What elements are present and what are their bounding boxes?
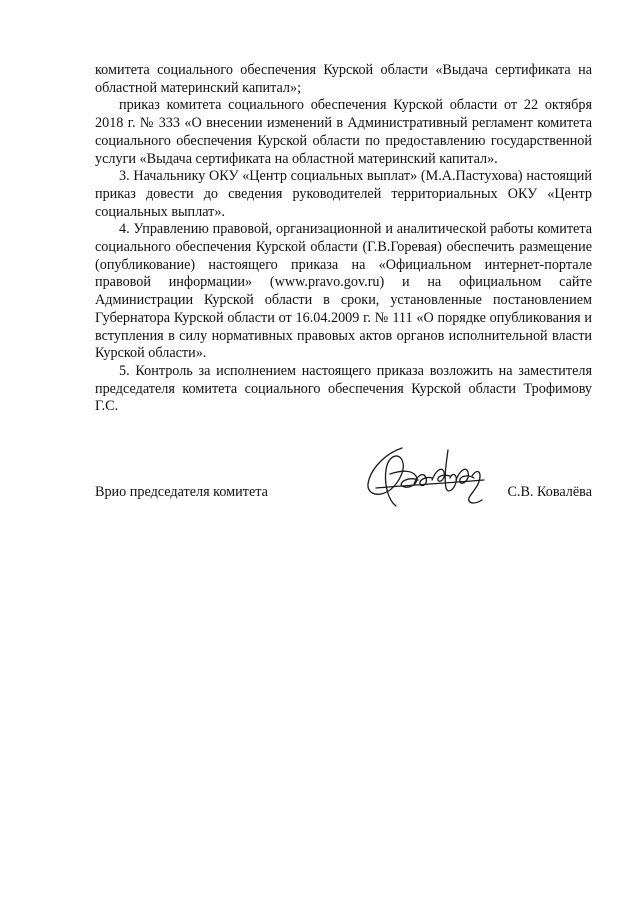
paragraph-order-333: приказ комитета социального обеспечения Курской области от 22 октября 2018 г. № 333 «О внесении изменений в Административный регламент комитета социального обеспечения Курской области по предоставлению государственной услуги «Выдача сертификата на областной материнский капитал».: [95, 97, 592, 167]
signatory-position: Врио председателя комитета: [95, 484, 268, 500]
paragraph-item-5: 5. Контроль за исполнением настоящего приказа возложить на заместителя председателя комитета социального обеспечения Курской области Трофимову Г.С.: [95, 362, 592, 415]
paragraph-item-4: 4. Управлению правовой, организационной и аналитической работы комитета социального обеспечения Курской области (Г.В.Горевая) обеспечить размещение (опубликование) настоящего приказа на «Официальном интернет-портале правовой информации» (www.pravo.gov.ru) и на официальном сайте Администрации Курской области в сроки, установленные постановлением Губернатора Курской области от 16.04.2009 г. № 111 «О порядке опубликования и вступления в силу нормативных правовых актов органов исполнительной власти Курской области».: [95, 221, 592, 362]
document-body: [95, 62, 592, 416]
signatory-name: С.В. Ковалёва: [507, 484, 592, 500]
signature-block: [95, 484, 592, 508]
paragraph-continuation: комитета социального обеспечения Курской области «Выдача сертификата на областной материнский капитал»;: [95, 62, 592, 96]
paragraph-item-3: 3. Начальнику ОКУ «Центр социальных выплат» (М.А.Пастухова) настоящий приказ довести до сведения руководителей территориальных ОКУ «Центр социальных выплат».: [95, 168, 592, 220]
